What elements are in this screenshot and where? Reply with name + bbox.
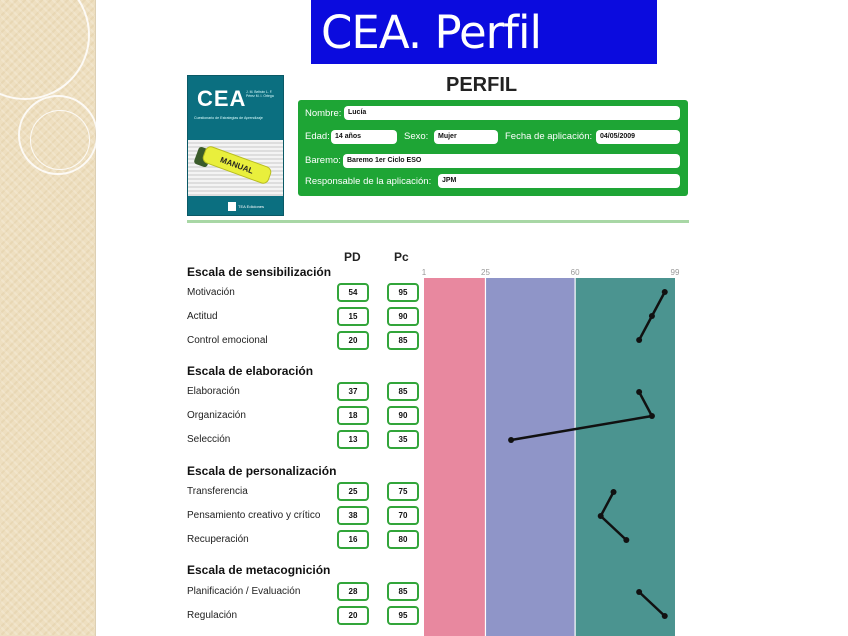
pc-score: 85 bbox=[387, 331, 419, 350]
pd-column-header: PD bbox=[344, 250, 361, 264]
sexo-field[interactable]: Mujer bbox=[434, 130, 498, 144]
item-label: Actitud bbox=[187, 311, 218, 322]
profile-point bbox=[662, 613, 668, 619]
pc-score: 75 bbox=[387, 482, 419, 501]
nombre-field[interactable]: Lucía bbox=[344, 106, 680, 120]
profile-point bbox=[598, 513, 604, 519]
profile-point bbox=[649, 313, 655, 319]
profile-point bbox=[636, 389, 642, 395]
sexo-label: Sexo: bbox=[404, 131, 429, 142]
slide-title: CEA. Perfil bbox=[311, 0, 657, 64]
x-tick-label: 99 bbox=[670, 268, 680, 277]
pd-score: 37 bbox=[337, 382, 369, 401]
baremo-label: Baremo: bbox=[305, 155, 341, 166]
profile-point bbox=[508, 437, 514, 443]
pd-score: 20 bbox=[337, 606, 369, 625]
book-subtitle: Cuestionario de Estrategias de Aprendizaje bbox=[194, 116, 263, 120]
pd-score: 54 bbox=[337, 283, 369, 302]
item-label: Recuperación bbox=[187, 534, 249, 545]
chart-band-1 bbox=[424, 278, 485, 636]
section-title: Escala de elaboración bbox=[187, 364, 314, 378]
item-label: Motivación bbox=[187, 287, 235, 298]
pd-score: 16 bbox=[337, 530, 369, 549]
pd-score: 13 bbox=[337, 430, 369, 449]
marker-text: MANUAL bbox=[218, 155, 255, 176]
book-title: CEA bbox=[197, 86, 247, 111]
x-tick-label: 60 bbox=[570, 268, 580, 277]
profile-point bbox=[649, 413, 655, 419]
book-authors: J. M. Beltrán L. F. Pérez M. I. Ortega bbox=[246, 90, 274, 98]
pc-score: 95 bbox=[387, 606, 419, 625]
baremo-field[interactable]: Baremo 1er Ciclo ESO bbox=[343, 154, 680, 168]
nombre-label: Nombre: bbox=[305, 108, 342, 119]
pc-score: 70 bbox=[387, 506, 419, 525]
profile-heading: PERFIL bbox=[446, 74, 518, 96]
item-label: Selección bbox=[187, 434, 231, 445]
edad-label: Edad: bbox=[305, 131, 330, 142]
fecha-label: Fecha de aplicación: bbox=[505, 131, 593, 142]
pc-score: 95 bbox=[387, 283, 419, 302]
pc-score: 35 bbox=[387, 430, 419, 449]
item-label: Transferencia bbox=[187, 486, 248, 497]
section-title: Escala de metacognición bbox=[187, 563, 331, 577]
item-label: Pensamiento creativo y crítico bbox=[187, 510, 321, 521]
chart-band-2 bbox=[485, 278, 575, 636]
profile-point bbox=[662, 289, 668, 295]
pc-score: 80 bbox=[387, 530, 419, 549]
x-tick-label: 25 bbox=[481, 268, 490, 277]
pd-score: 20 bbox=[337, 331, 369, 350]
pd-score: 38 bbox=[337, 506, 369, 525]
section-title: Escala de sensibilización bbox=[187, 265, 332, 279]
profile-point bbox=[611, 489, 617, 495]
profile-point bbox=[623, 537, 629, 543]
section-title: Escala de personalización bbox=[187, 464, 337, 478]
pd-score: 18 bbox=[337, 406, 369, 425]
profile-point bbox=[636, 589, 642, 595]
item-label: Planificación / Evaluación bbox=[187, 586, 301, 597]
item-label: Regulación bbox=[187, 610, 238, 621]
pc-score: 85 bbox=[387, 382, 419, 401]
pd-score: 15 bbox=[337, 307, 369, 326]
item-label: Elaboración bbox=[187, 386, 240, 397]
item-label: Control emocional bbox=[187, 335, 268, 346]
pd-score: 28 bbox=[337, 582, 369, 601]
pc-score: 90 bbox=[387, 406, 419, 425]
x-tick-label: 1 bbox=[421, 268, 427, 277]
pc-column-header: Pc bbox=[394, 250, 409, 264]
pc-score: 90 bbox=[387, 307, 419, 326]
book-publisher: TEA Ediciones bbox=[238, 204, 265, 209]
fecha-field[interactable]: 04/05/2009 bbox=[596, 130, 680, 144]
item-label: Organización bbox=[187, 410, 246, 421]
pd-score: 25 bbox=[337, 482, 369, 501]
responsable-field[interactable]: JPM bbox=[438, 174, 680, 188]
edad-field[interactable]: 14 años bbox=[331, 130, 397, 144]
pc-score: 85 bbox=[387, 582, 419, 601]
chart-band-3 bbox=[575, 278, 675, 636]
responsable-label: Responsable de la aplicación: bbox=[305, 176, 432, 187]
profile-point bbox=[636, 337, 642, 343]
